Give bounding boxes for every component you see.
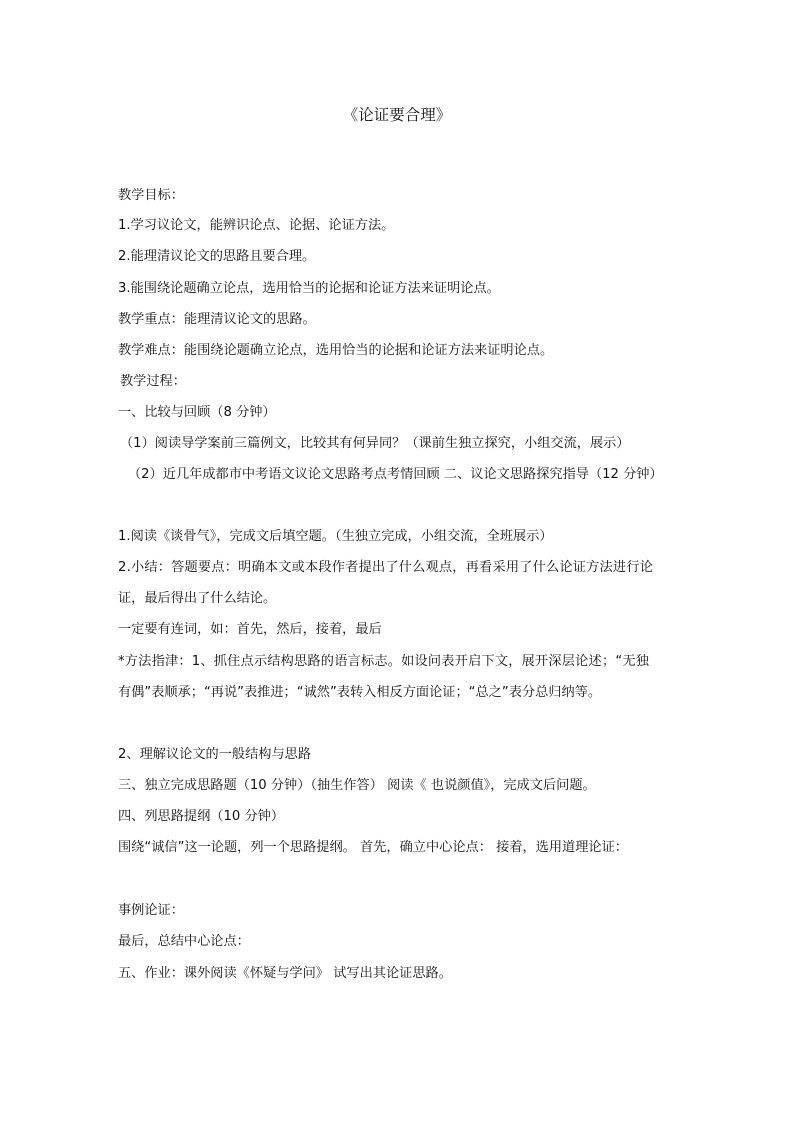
section-one-item-1: （1）阅读导学案前三篇例文，比较其有何异同？（课前生独立探究，小组交流，展示） — [120, 436, 630, 451]
section-two-summary-line-2: 证，最后得出了什么结论。 — [118, 591, 277, 606]
teaching-process-heading: 教学过程： — [120, 374, 186, 389]
connectives-note: 一定要有连词，如：首先，然后，接着，最后 — [118, 622, 382, 637]
teaching-difficulty: 教学难点：能围绕论题确立论点，选用恰当的论据和论证方法来证明论点。 — [118, 343, 554, 358]
example-argument-label: 事例论证： — [118, 903, 184, 918]
section-two-summary-line-1: 2.小结：答题要点：明确本文或本段作者提出了什么观点，再看采用了什么论证方法进行论 — [118, 560, 654, 575]
objective-1: 1.学习议论文，能辨识论点、论据、论证方法。 — [118, 218, 395, 233]
teaching-objectives-heading: 教学目标： — [118, 188, 184, 203]
method-guide-line-1: *方法指津：1、抓住点示结构思路的语言标志。如设问表开启下文，展开深层论述；“无独 — [118, 654, 650, 669]
method-guide-line-2: 有偶”表顺承；“再说”表推进；“诚然”表转入相反方面论证；“总之”表分总归纳等。 — [118, 685, 602, 700]
homework-line: 五、作业：课外阅读《怀疑与学问》 试写出其论证思路。 — [118, 966, 452, 981]
objective-2: 2.能理清议论文的思路且要合理。 — [118, 249, 316, 264]
section-one-item-2: （2）近几年成都市中考语文议论文思路考点考情回顾 二、议论文思路探究指导（12 分钟） — [128, 467, 663, 482]
section-three-heading: 三、独立完成思路题（10 分钟）（抽生作答） 阅读《 也说颜值》，完成文后问题。 — [118, 778, 596, 793]
teaching-focus: 教学重点：能理清议论文的思路。 — [118, 312, 316, 327]
outline-task: 围绕“诚信”这一论题，列一个思路提纲。 首先，确立中心论点： 接着，选用道理论证： — [118, 840, 628, 855]
section-one-heading: 一、比较与回顾（8 分钟） — [118, 405, 276, 420]
section-four-heading: 四、列思路提纲（10 分钟） — [118, 809, 285, 824]
document-title: 《论证要合理》 — [342, 106, 452, 124]
section-two-item-1: 1.阅读《谈骨气》，完成文后填空题。（生独立完成，小组交流，全班展示） — [118, 529, 553, 544]
final-summary-label: 最后，总结中心论点： — [118, 934, 250, 949]
section-two-item-2: 2、理解议论文的一般结构与思路 — [118, 747, 312, 762]
objective-3: 3.能围绕论题确立论点，选用恰当的论据和论证方法来证明论点。 — [118, 281, 500, 296]
